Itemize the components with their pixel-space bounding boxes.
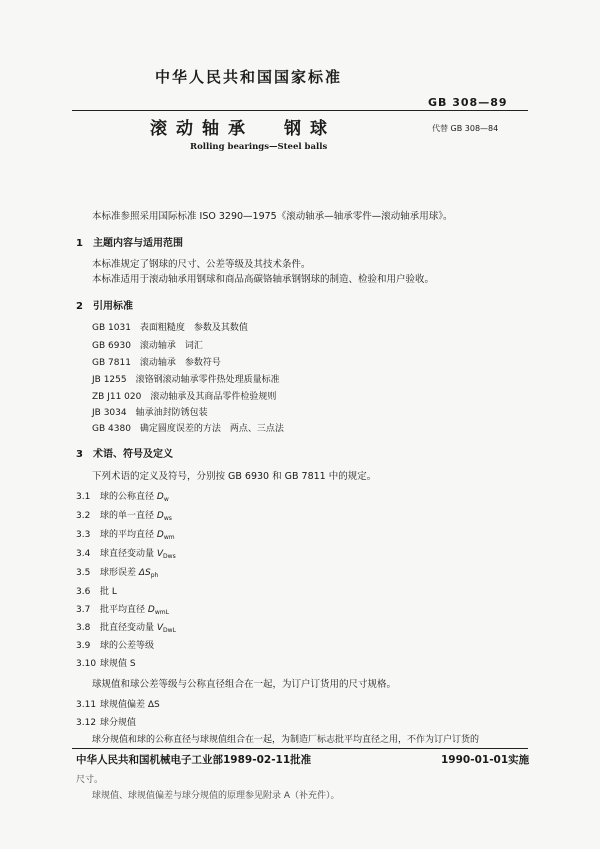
term-text: 球的公差等级 — [100, 641, 155, 651]
org-title: 中华人民共和国国家标准 — [155, 68, 343, 86]
term-subscript: wm — [163, 534, 175, 541]
header-rule — [72, 110, 528, 111]
term-text: 球规值偏差 ΔS — [100, 700, 160, 710]
term-symbol: D — [156, 511, 164, 521]
term-row — [76, 715, 136, 728]
term-text: 批直径变动量 — [100, 623, 157, 633]
title-part-2: 钢球 — [284, 119, 336, 139]
section-1-heading: 1 主题内容与适用范围 — [76, 238, 183, 249]
appendix-reference: 球规值、球规值偏差与球分规值的原理参见附录 A（补充件）。 — [92, 791, 340, 801]
term-subscript: w — [163, 496, 169, 503]
term-row — [76, 602, 169, 616]
section-2-heading: 2 引用标准 — [76, 301, 133, 312]
term-symbol: ΔS — [138, 568, 151, 578]
term-row — [76, 565, 158, 579]
term-row — [76, 527, 175, 541]
term-text: 批平均直径 — [100, 605, 148, 615]
term-text: 球直径变动量 — [100, 549, 157, 559]
term-number: 3.5 — [76, 568, 91, 578]
term-text: 球形误差 — [100, 568, 139, 578]
term-number: 3.10 — [76, 659, 97, 669]
term-subscript: ws — [163, 515, 172, 522]
term-number: 3.6 — [76, 587, 91, 597]
gb-number: GB 308—89 — [428, 96, 508, 109]
term-symbol: D — [156, 530, 164, 540]
term-number: 3.8 — [76, 623, 91, 633]
footer-rule — [72, 748, 528, 749]
term-row — [76, 546, 176, 560]
term-row — [76, 489, 169, 503]
term-subscript: DwL — [163, 627, 176, 634]
term-text: 球分规值 — [100, 718, 137, 728]
term-number: 3.9 — [76, 641, 91, 651]
section-1-para-1: 本标准规定了钢球的尺寸、公差等级及其技术条件。 — [92, 259, 311, 270]
term-row — [76, 697, 160, 710]
term-symbol: V — [156, 549, 164, 559]
title-part-1: 滚动轴承 — [150, 119, 254, 139]
reference-item: ZB J11 020 滚动轴承及其商品零件检验规则 — [92, 392, 277, 402]
term-subscript: Dws — [163, 553, 176, 560]
term-text: 球的平均直径 — [100, 530, 157, 540]
term-number: 3.3 — [76, 530, 91, 540]
term-row — [76, 620, 176, 634]
term-text: 球规值 S — [100, 659, 136, 669]
approval-line: 中华人民共和国机械电子工业部1989-02-11批准 — [76, 754, 312, 766]
term-text: 球的单一直径 — [100, 511, 157, 521]
term-number: 3.7 — [76, 605, 91, 615]
term-subscript: wmL — [154, 609, 169, 616]
term-row — [76, 584, 117, 597]
term-row — [76, 638, 154, 651]
reference-item: GB 7811 滚动轴承 参数符号 — [92, 358, 221, 368]
reference-item: JB 3034 轴承油封防锈包装 — [92, 408, 208, 418]
term-number: 3.1 — [76, 492, 91, 502]
replaces-note: 代替 GB 308—84 — [432, 124, 499, 133]
term-number: 3.2 — [76, 511, 91, 521]
reference-item: GB 6930 滚动轴承 词汇 — [92, 341, 203, 351]
term-row — [76, 508, 172, 522]
term-subscript: ph — [150, 572, 159, 579]
term-symbol: D — [156, 492, 164, 502]
term-number: 3.4 — [76, 549, 91, 559]
term-3-12-definition: 球分规值和球的公称直径与球规值组合在一起，为制造厂标志批平均直径之用，不作为订户订货的 — [92, 735, 480, 745]
term-row — [76, 656, 136, 669]
term-number: 3.11 — [76, 700, 97, 710]
term-3-12-continuation: 尺寸。 — [76, 775, 104, 785]
implementation-date: 1990-01-01实施 — [441, 754, 530, 766]
term-3-10-definition: 球规值和球公差等级与公称直径组合在一起，为订户订货用的尺寸规格。 — [92, 679, 397, 690]
term-symbol: V — [156, 623, 164, 633]
reference-item: GB 4380 确定圆度误差的方法 两点、三点法 — [92, 424, 284, 434]
term-text: 批 L — [100, 587, 117, 597]
english-title: Rolling bearings—Steel balls — [190, 142, 328, 152]
term-number: 3.12 — [76, 718, 97, 728]
section-3-intro: 下列术语的定义及符号，分别按 GB 6930 和 GB 7811 中的规定。 — [92, 471, 377, 482]
reference-item: JB 1255 滚铬钢滚动轴承零件热处理质量标准 — [92, 375, 280, 385]
term-symbol: D — [147, 605, 155, 615]
term-text: 球的公称直径 — [100, 492, 157, 502]
main-title — [150, 114, 336, 139]
intro-paragraph: 本标准参照采用国际标准 ISO 3290—1975《滚动轴承—轴承零件—滚动轴承用球》。 — [92, 211, 453, 222]
section-1-para-2: 本标准适用于滚动轴承用钢球和商品高碳铬轴承钢钢球的制造、检验和用户验收。 — [92, 274, 435, 285]
reference-item: GB 1031 表面粗糙度 参数及其数值 — [92, 323, 248, 333]
section-3-heading: 3 术语、符号及定义 — [76, 449, 173, 460]
